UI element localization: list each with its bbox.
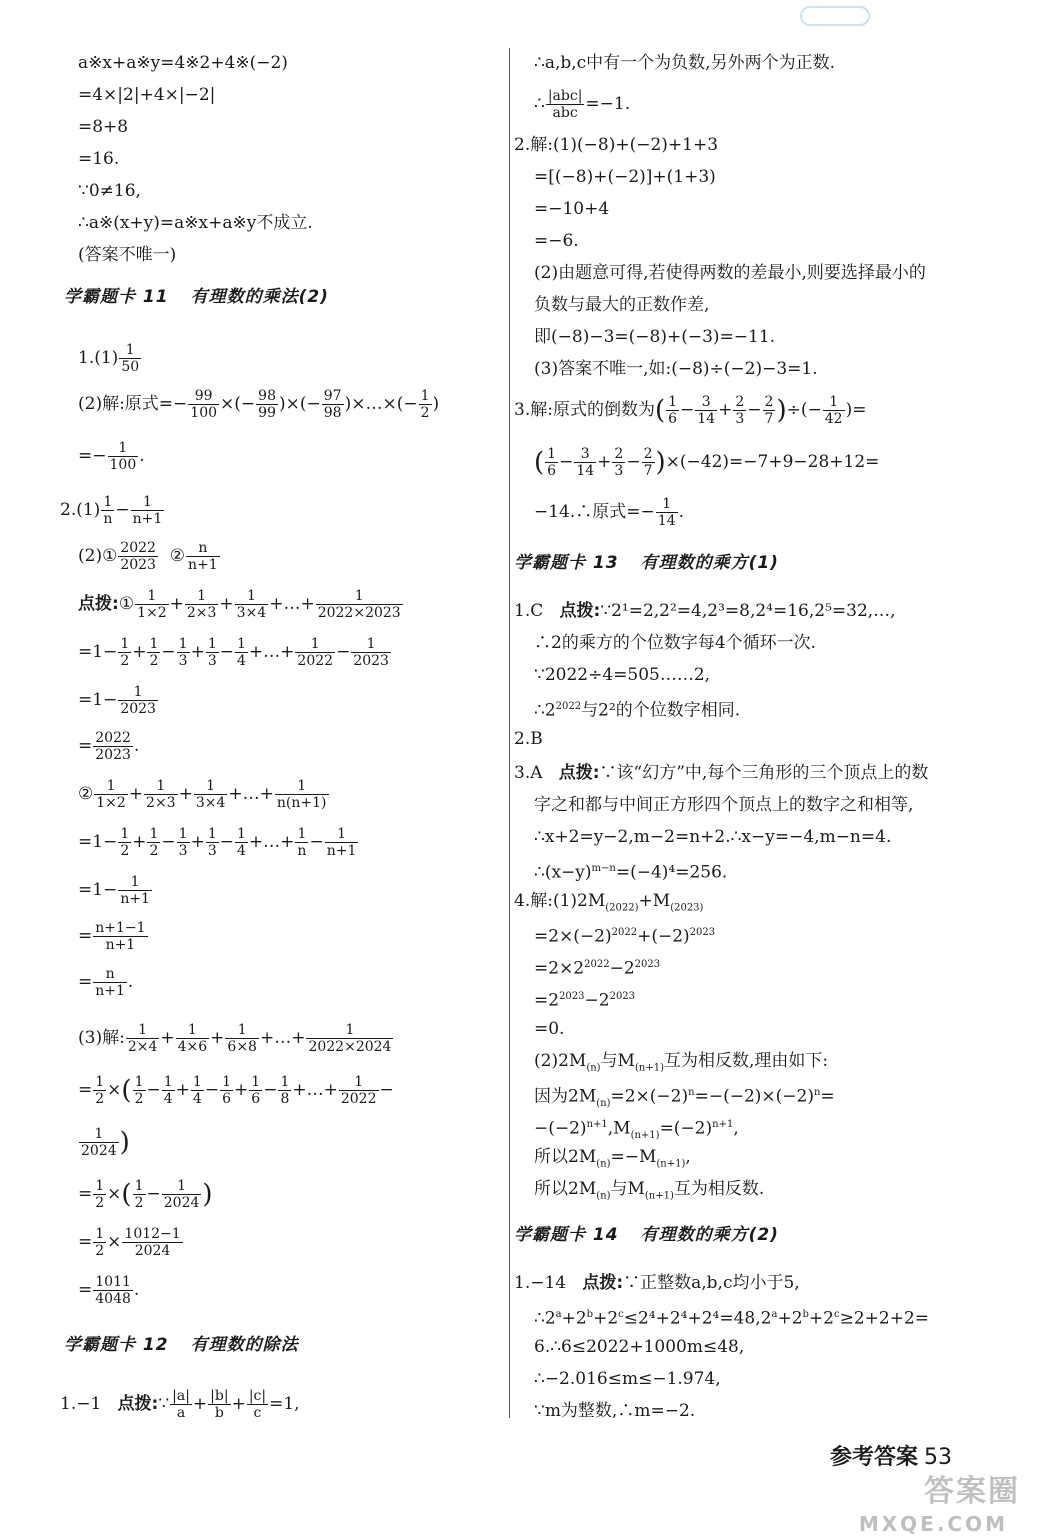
text-line: 2.B [514, 729, 543, 749]
fraction: $\frac{97}{98}$ [323, 388, 342, 421]
fraction: $\frac{1}{2022\times 2024}$ [308, 1022, 392, 1055]
fraction: $\frac{1}{6}$ [251, 1074, 261, 1107]
fraction: $\frac{1012-1}{2024}$ [124, 1226, 181, 1259]
fraction: $\frac{\text{|abc|}}{\text{abc}}$ [547, 88, 583, 121]
fraction: $\frac{1}{2\times 3}$ [186, 588, 217, 621]
math-line: = $\frac{1}{2}$ ×( $\frac{1}{2}$ − $\frac{1}{4}$ + $\frac{1}{4}$ − $\frac{1}{6}$ + $\frac{1}{6}$ − $\frac{1}{8}$ +…+ $\frac{1}{2022}$ − [78, 1074, 394, 1107]
text-line: $\therefore(x-y)^{m-n}=(-4)^4=256$. [534, 862, 728, 883]
text-line: 所以$2M_{(n)}=-M_{(n+1)}$, [534, 1147, 691, 1170]
fraction: $\frac{n}{n+1}$ [188, 540, 218, 573]
text-line: ∴x+2=y−2,m−2=n+2.∴x−y=−4,m−n=4. [534, 827, 892, 847]
math-line: = $\frac{n+1-1}{n+1}$ [78, 920, 146, 953]
fraction: $\frac{1}{n}$ [297, 826, 307, 859]
fraction: $\frac{1}{n}$ [103, 494, 113, 527]
fraction: $\frac{1}{2}$ [95, 1074, 105, 1107]
text-line: ∵0≠16, [78, 181, 141, 201]
fraction: $\frac{1}{2024}$ [163, 1178, 200, 1211]
fraction: $\frac{|b|}{b}$ [210, 1388, 229, 1421]
text-line: =−10+4 [534, 199, 610, 219]
fraction: $\frac{1}{4}$ [192, 1074, 202, 1107]
fraction: $\frac{1}{100}$ [109, 440, 137, 473]
page-number: 53 [924, 1445, 952, 1470]
fraction: $\frac{2}{3}$ [614, 446, 624, 479]
fraction: $\frac{1}{3}$ [178, 636, 188, 669]
text-line: ∴−2.016≤m≤−1.974, [534, 1369, 721, 1389]
fraction: $\frac{1}{2}$ [95, 1226, 105, 1259]
fraction: $\frac{1}{2}$ [134, 1074, 144, 1107]
text-line: 因为$2M_{(n)}=2\times(-2)^n=-(-2)\times(-2)^n=$ [534, 1086, 835, 1110]
text-line: $=2^{2023}-2^{2023}$ [534, 990, 636, 1011]
text-line: (答案不唯一) [78, 245, 177, 265]
fraction: $\frac{1}{2022}$ [297, 636, 334, 669]
text-line: 负数与最大的正数作差, [534, 295, 710, 315]
fraction: $\frac{1}{n+1}$ [120, 874, 150, 907]
fraction: $\frac{1}{3}$ [207, 636, 217, 669]
fraction: $\frac{1}{50}$ [121, 342, 140, 375]
math-line: =1− $\frac{1}{n+1}$ [78, 874, 150, 907]
math-line: =1− $\frac{1}{2}$ + $\frac{1}{2}$ − $\frac{1}{3}$ + $\frac{1}{3}$ − $\frac{1}{4}$ +…+ $\frac{1}{n}$ − $\frac{1}{n+1}$ [78, 826, 357, 859]
text-line: $\therefore 2^{2022}$与2²的个位数字相同. [534, 700, 741, 721]
text-line: a※x+a※y=4※2+4※(−2) [78, 53, 288, 73]
fraction: $\frac{3}{14}$ [697, 394, 716, 427]
math-line: = $\frac{2022}{2023}$ . [78, 730, 140, 763]
text-line: =8+8 [78, 117, 129, 137]
header-ornament [800, 6, 870, 26]
fraction: $\frac{2022}{2023}$ [120, 540, 156, 573]
fraction: $\frac{1}{4}$ [237, 636, 246, 669]
fraction: $\frac{1011}{4048}$ [95, 1274, 131, 1307]
section-heading-11: 学霸题卡 11 有理数的乘法(2) [64, 287, 329, 307]
fraction: $\frac{1}{42}$ [824, 394, 843, 427]
answer-line: 1.−14 点拨:∵正整数a,b,c均小于5, [514, 1273, 800, 1293]
math-line: ( $\frac{1}{6}$ − $\frac{3}{14}$ + $\frac{2}{3}$ − $\frac{2}{7}$ )×(−42)=−7+9−28+12= [534, 446, 880, 479]
text-line: ∴a,b,c中有一个为负数,另外两个为正数. [534, 53, 835, 73]
text-line: =−6. [534, 231, 579, 251]
fraction: $\frac{1}{2}$ [134, 1178, 144, 1211]
fraction: $\frac{2}{7}$ [643, 446, 653, 479]
fraction: $\frac{1}{2}$ [420, 388, 430, 421]
column-divider [509, 48, 510, 1418]
text-line: =0. [534, 1019, 565, 1039]
fraction: $\frac{1}{n(n+1)}$ [276, 778, 327, 811]
section-heading-13: 学霸题卡 13 有理数的乘方(1) [514, 553, 779, 573]
math-line: = $\frac{1}{2}$ × $\frac{1012-1}{2024}$ [78, 1226, 181, 1259]
text-line: 所以$2M_{(n)}$与$M_{(n+1)}$互为相反数. [534, 1179, 765, 1202]
math-line: = $\frac{1011}{4048}$ . [78, 1274, 140, 1307]
text-line: =4×|2|+4×|−2| [78, 85, 216, 105]
footer-label: 参考答案 [829, 1445, 918, 1470]
text-line: 6.∴6≤2022+1000m≤48, [534, 1337, 745, 1357]
text-line: 字之和都与中间正方形四个顶点上的数字之和相等, [534, 795, 914, 815]
answer-line: 1.−1 点拨:∵ $\frac{|a|}{a}$ + $\frac{|b|}{b}$ + $\frac{|c|}{c}$ =1, [60, 1388, 300, 1421]
fraction: $\frac{99}{100}$ [190, 388, 218, 421]
math-line: = $\frac{1}{2}$ ×( $\frac{1}{2}$ − $\frac{1}{2024}$ ) [78, 1178, 213, 1211]
fraction: $\frac{1}{2}$ [149, 636, 159, 669]
fraction: $\frac{n+1-1}{n+1}$ [95, 920, 146, 953]
fraction: $\frac{1}{2023}$ [120, 684, 156, 717]
text-line: 即(−8)−3=(−8)+(−3)=−11. [534, 327, 776, 347]
answer-line: 2.(1) $\frac{1}{n}$ − $\frac{1}{n+1}$ [60, 494, 163, 527]
text-line: $=2\times 2^{2022}-2^{2023}$ [534, 958, 661, 979]
text-line: 2.解:(1)(−8)+(−2)+1+3 [514, 135, 719, 155]
answer-line: 1.(1) $\frac{1}{50}$ [78, 342, 140, 375]
fraction: $\frac{2022}{2023}$ [95, 730, 131, 763]
fraction: $\frac{n}{n+1}$ [95, 966, 125, 999]
text-line: $-(-2)^{n+1},M_{(n+1)}=(-2)^{n+1}$, [534, 1118, 739, 1142]
fraction: $\frac{1}{6}$ [668, 394, 678, 427]
text-line: ∵m为整数,∴m=−2. [534, 1401, 696, 1421]
text-line: =16. [78, 149, 120, 169]
fraction: $\frac{1}{2}$ [149, 826, 159, 859]
math-line: =1− $\frac{1}{2}$ + $\frac{1}{2}$ − $\frac{1}{3}$ + $\frac{1}{3}$ − $\frac{1}{4}$ +…+ $\frac{1}{2022}$ − $\frac{1}{2023}$ [78, 636, 389, 669]
watermark-url: MXQE.COM [858, 1512, 1008, 1536]
math-line: (3)解: $\frac{1}{2\times 4}$ + $\frac{1}{4\times 6}$ + $\frac{1}{6\times 8}$ +…+ $\frac{1}{2022\times 2024}$ [78, 1022, 392, 1055]
math-line: ∴ $\frac{\text{|abc|}}{\text{abc}}$ =−1. [534, 88, 631, 121]
math-line: $\frac{1}{2024}$ ) [81, 1126, 130, 1159]
fraction: $\frac{1}{2022\times 2023}$ [317, 588, 401, 621]
section-heading-14: 学霸题卡 14 有理数的乘方(2) [514, 1225, 779, 1245]
fraction: $\frac{1}{2\times 3}$ [146, 778, 176, 811]
text-line: ∵2022÷4=505……2, [534, 665, 711, 685]
fraction: $\frac{1}{n+1}$ [132, 494, 163, 527]
fraction: $\frac{3}{14}$ [576, 446, 595, 479]
fraction: $\frac{1}{3}$ [207, 826, 217, 859]
answer-line: (2)解:原式=− $\frac{99}{100}$ ×(− $\frac{98}{99}$ )×(− $\frac{97}{98}$ )×…×(− $\frac{1}{2}$ ) [78, 388, 440, 421]
fraction: $\frac{1}{n+1}$ [326, 826, 357, 859]
text-line: (2)由题意可得,若使得两数的差最小,则要选择最小的 [534, 263, 926, 283]
math-line: ② $\frac{1}{1\times 2}$ + $\frac{1}{2\times 3}$ + $\frac{1}{3\times 4}$ +…+ $\frac{1}{n(n+1)}$ [78, 778, 327, 811]
fraction: $\frac{1}{2024}$ [81, 1126, 117, 1159]
fraction: $\frac{98}{99}$ [258, 388, 276, 421]
answer-line: =− $\frac{1}{100}$ . [78, 440, 145, 473]
fraction: $\frac{1}{14}$ [657, 496, 676, 529]
fraction: $\frac{1}{2}$ [95, 1178, 105, 1211]
fraction: $\frac{|a|}{a}$ [172, 1388, 190, 1421]
fraction: $\frac{1}{1\times 2}$ [137, 588, 167, 621]
fraction: $\frac{1}{4}$ [163, 1074, 173, 1107]
math-line: = $\frac{n}{n+1}$ . [78, 966, 134, 999]
fraction: $\frac{2}{3}$ [735, 394, 745, 427]
fraction: $\frac{1}{1\times 2}$ [96, 778, 126, 811]
math-line: =1− $\frac{1}{2023}$ [78, 684, 156, 717]
fraction: $\frac{1}{4\times 6}$ [177, 1022, 208, 1055]
text-line: $(2)2M_{(n)}$与$M_{(n+1)}$互为相反数,理由如下: [534, 1051, 829, 1074]
text-line: 4.解$:(1)2M_{(2022)}+M_{(2023)}$ [514, 891, 704, 914]
text-line: ∴a※(x+y)=a※x+a※y不成立. [78, 213, 313, 233]
fraction: $\frac{2}{7}$ [764, 394, 774, 427]
answer-line: 3.A 点拨:∵该“幻方”中,每个三角形的三个顶点上的数 [514, 763, 929, 783]
math-line: −14.∴原式=− $\frac{1}{14}$ . [534, 496, 685, 529]
math-line: 3.解:原式的倒数为( $\frac{1}{6}$ − $\frac{3}{14}$ + $\frac{2}{3}$ − $\frac{2}{7}$ )÷(− $\frac{1}{42}$ )= [514, 394, 867, 427]
fraction: $\frac{1}{6\times 8}$ [227, 1022, 257, 1055]
fraction: $\frac{1}{6}$ [222, 1074, 232, 1107]
text-line: $=2\times(-2)^{2022}+(-2)^{2023}$ [534, 926, 716, 947]
fraction: $\frac{1}{3\times 4}$ [195, 778, 226, 811]
answer-line: 1.C 点拨:∵2¹=2,2²=4,2³=8,2⁴=16,2⁵=32,…, [514, 601, 896, 621]
fraction: $\frac{1}{3}$ [178, 826, 188, 859]
fraction: $\frac{1}{6}$ [547, 446, 557, 479]
fraction: $\frac{1}{8}$ [280, 1074, 290, 1107]
text-line: ∴2的乘方的个位数字每4个循环一次. [534, 633, 817, 653]
fraction: $\frac{1}{2022}$ [340, 1074, 377, 1107]
answer-line: (2)① $\frac{2022}{2023}$ ② $\frac{n}{n+1}$ [78, 540, 218, 573]
fraction: $\frac{1}{4}$ [237, 826, 246, 859]
watermark-logo: 答案圈 [924, 1474, 1020, 1509]
fraction: $\frac{|c|}{c}$ [248, 1388, 267, 1421]
fraction: $\frac{1}{2}$ [120, 636, 130, 669]
text-line: =[(−8)+(−2)]+(1+3) [534, 167, 716, 187]
tips-line: 点拨:① $\frac{1}{1\times 2}$ + $\frac{1}{2\times 3}$ + $\frac{1}{3\times 4}$ +…+ $\frac{1}{2022\times 2023}$ [78, 588, 401, 621]
fraction: $\frac{1}{3\times 4}$ [236, 588, 267, 621]
fraction: $\frac{1}{2}$ [120, 826, 130, 859]
text-line: $\therefore 2^a+2^b+2^c\le 2^4+2^4+2^4=48,2^a+2^b+2^c\ge 2+2+2=$ [534, 1308, 930, 1329]
fraction: $\frac{1}{2\times 4}$ [127, 1022, 158, 1055]
section-heading-12: 学霸题卡 12 有理数的除法 [64, 1335, 299, 1355]
text-line: (3)答案不唯一,如:(−8)÷(−2)−3=1. [534, 359, 818, 379]
fraction: $\frac{1}{2023}$ [353, 636, 389, 669]
